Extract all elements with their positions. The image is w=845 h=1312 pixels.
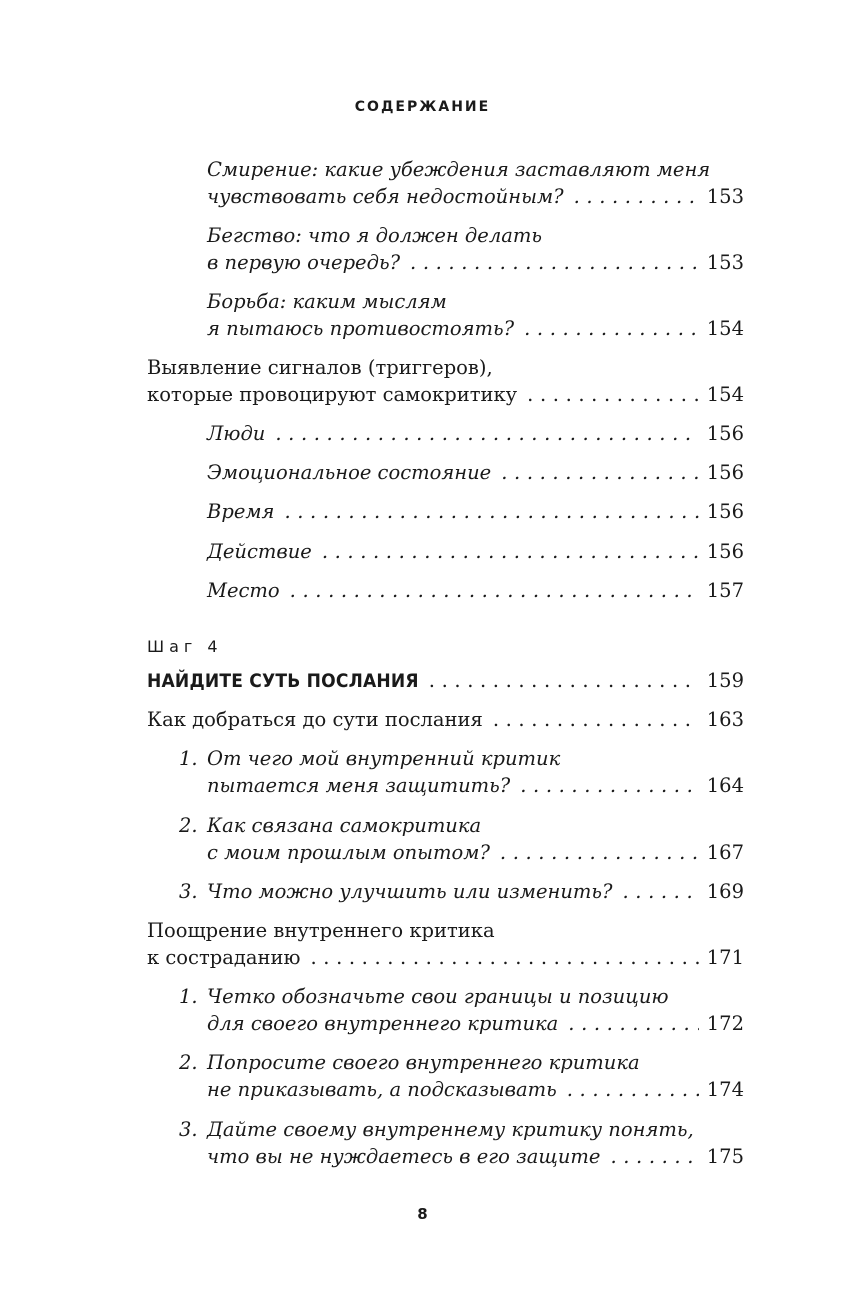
leader-dots: [567, 1077, 699, 1103]
page-number: 169: [706, 880, 744, 903]
leader-dots: [500, 840, 699, 866]
toc-entry[interactable]: [207, 773, 744, 799]
toc-entry-line: [179, 813, 482, 839]
page-number: 167: [706, 841, 744, 864]
toc-entry-text: Как связана самокритика: [207, 814, 482, 837]
toc-entry[interactable]: [207, 421, 744, 447]
toc-entry-line: [179, 1117, 694, 1143]
toc-entry-text: Четко обозначьте свои границы и позицию: [207, 985, 669, 1008]
toc-entry-text: я пытаюсь противостоять?: [207, 317, 515, 340]
toc-entry[interactable]: [207, 1144, 744, 1170]
toc-entry-text: Дайте своему внутреннему критику понять,: [207, 1118, 694, 1141]
toc-entry[interactable]: [207, 250, 744, 276]
toc-entry-text: для своего внутреннего критика: [207, 1012, 559, 1035]
toc-entry-text: Время: [207, 500, 275, 523]
item-number: 3.: [179, 880, 198, 903]
leader-dots: [410, 250, 699, 276]
leader-dots: [493, 707, 699, 733]
toc-entry[interactable]: [207, 578, 744, 604]
page-number: 159: [706, 669, 744, 692]
toc-entry-line: [179, 984, 669, 1010]
page-footer-number: 8: [417, 1205, 428, 1223]
leader-dots: [284, 499, 698, 525]
toc-entry-text: пытается меня защитить?: [207, 774, 511, 797]
toc-entry[interactable]: [207, 1011, 744, 1037]
page-number: 156: [706, 422, 744, 445]
toc-entry-line: Выявление сигналов (триггеров),: [147, 356, 493, 379]
page-number: 153: [706, 185, 744, 208]
toc-entry-text: Эмоциональное состояние: [207, 461, 492, 484]
toc-chapter-entry[interactable]: [147, 668, 744, 694]
page-number: 154: [706, 317, 744, 340]
toc-entry-text: Действие: [207, 540, 312, 563]
page-number: 154: [706, 383, 744, 406]
toc-entry-line: Бегство: что я должен делать: [207, 224, 542, 247]
page-number: 164: [706, 774, 744, 797]
leader-dots: [524, 316, 699, 342]
page-number: 171: [706, 946, 744, 969]
toc-entry[interactable]: [147, 945, 744, 971]
leader-dots: [574, 184, 699, 210]
toc-entry[interactable]: [207, 499, 744, 525]
toc-entry-line: [179, 1050, 640, 1076]
toc-entry[interactable]: [207, 184, 744, 210]
toc-entry-line: Поощрение внутреннего критика: [147, 919, 495, 942]
item-number: 1.: [179, 747, 198, 770]
toc-entry[interactable]: [147, 382, 744, 408]
toc-entry-text: Попросите своего внутреннего критика: [207, 1051, 640, 1074]
leader-dots: [501, 460, 699, 486]
leader-dots: [310, 945, 698, 971]
page-number: 174: [706, 1078, 744, 1101]
item-number: 1.: [179, 985, 198, 1008]
toc-entry-line: Борьба: каким мыслям: [207, 290, 447, 313]
toc-entry-text: что вы не нуждаетесь в его защите: [207, 1145, 601, 1168]
toc-entry-text: с моим прошлым опытом?: [207, 841, 490, 864]
toc-entry-text: чувствовать себя недостойным?: [207, 185, 564, 208]
toc-entry[interactable]: [207, 840, 744, 866]
toc-entry-line: Смирение: какие убеждения заставляют меня: [207, 158, 711, 181]
chapter-title: НАЙДИТЕ СУТЬ ПОСЛАНИЯ: [147, 670, 419, 692]
page-number: 156: [706, 540, 744, 563]
item-number: 2.: [179, 1051, 198, 1074]
toc-entry-text: Как добраться до сути послания: [147, 708, 483, 731]
page-number: 156: [706, 461, 744, 484]
item-number: 2.: [179, 814, 198, 837]
toc-entry-text: Что можно улучшить или изменить?: [207, 880, 613, 903]
toc-entry[interactable]: [207, 539, 744, 565]
page-number: 153: [706, 251, 744, 274]
leader-dots: [568, 1011, 698, 1037]
leader-dots: [610, 1144, 698, 1170]
page-number: 156: [706, 500, 744, 523]
toc-entry[interactable]: [147, 707, 744, 733]
page-number: 172: [706, 1012, 744, 1035]
toc-entry-text: Люди: [207, 422, 266, 445]
toc-entry-text: в первую очередь?: [207, 251, 401, 274]
leader-dots: [290, 578, 699, 604]
leader-dots: [622, 879, 698, 905]
toc-entry[interactable]: [207, 460, 744, 486]
leader-dots: [520, 773, 699, 799]
page-number: 163: [706, 708, 744, 731]
page-header: СОДЕРЖАНИЕ: [354, 99, 491, 115]
toc-entry-text: не приказывать, а подсказывать: [207, 1078, 557, 1101]
item-number: 3.: [179, 1118, 198, 1141]
toc-entry-line: [179, 746, 561, 772]
toc-entry-text: которые провоцируют самокритику: [147, 383, 518, 406]
step-label: Шаг 4: [147, 637, 223, 656]
toc-entry[interactable]: [207, 1077, 744, 1103]
leader-dots: [275, 421, 698, 447]
toc-entry[interactable]: [179, 879, 744, 905]
toc-entry[interactable]: [207, 316, 744, 342]
leader-dots: [322, 539, 699, 565]
toc-entry-text: к состраданию: [147, 946, 301, 969]
toc-entry-text: Место: [207, 579, 280, 602]
leader-dots: [429, 668, 699, 694]
page-number: 157: [706, 579, 744, 602]
leader-dots: [527, 382, 699, 408]
toc-entry-text: От чего мой внутренний критик: [207, 747, 561, 770]
page-number: 175: [706, 1145, 744, 1168]
